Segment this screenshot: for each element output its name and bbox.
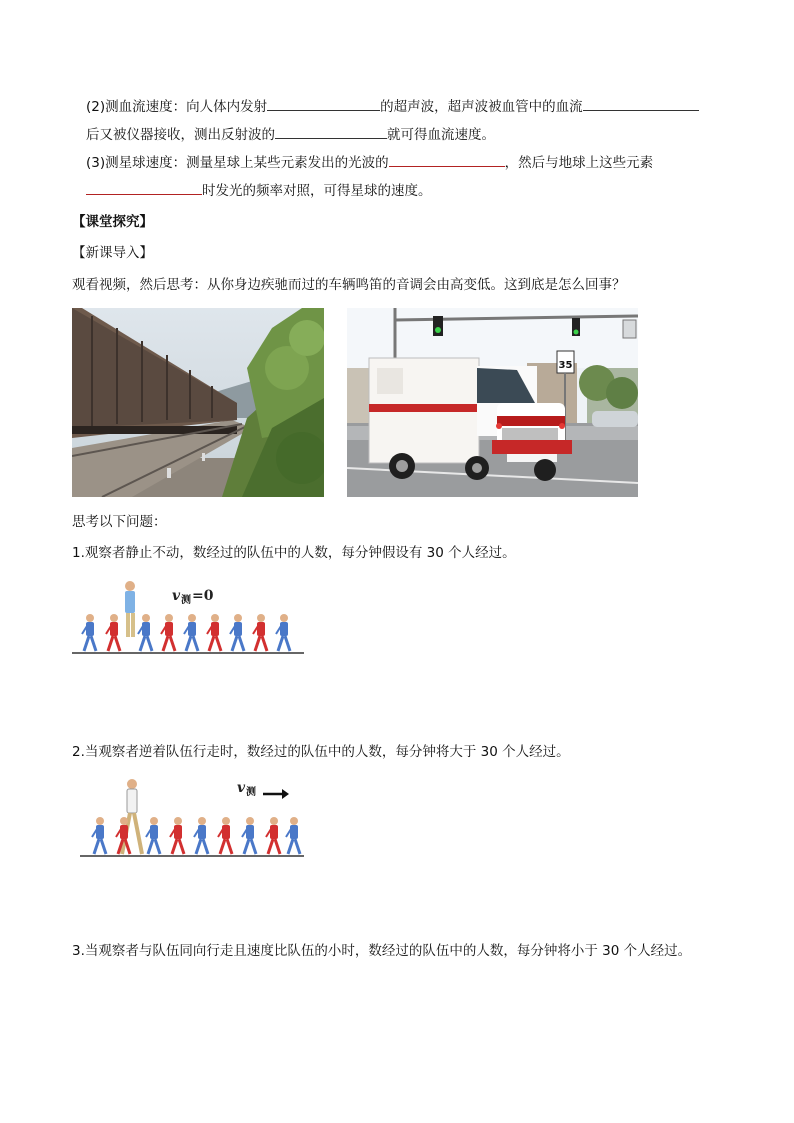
fig1-label-v: v xyxy=(172,588,181,604)
walker-figure xyxy=(170,817,184,854)
item3-text-b: ，然后与地球上这些元素 xyxy=(504,155,654,171)
observer-figure xyxy=(125,581,135,637)
train-photo xyxy=(72,308,324,497)
fig2-label-v: v xyxy=(237,780,246,796)
item2-blank-3[interactable] xyxy=(275,124,387,139)
fig1-label-eq: =0 xyxy=(192,588,214,604)
walker-figure xyxy=(138,614,152,651)
intro-text: 观看视频，然后思考：从你身边疾驰而过的车辆鸣笛的音调会由高变低。这到底是怎么回事？ xyxy=(72,277,626,293)
walker-figure xyxy=(146,817,160,854)
ambulance-photo xyxy=(347,308,638,497)
walker-figure xyxy=(230,614,244,651)
item2-text-a: (2)测血流速度：向人体内发射 xyxy=(86,99,268,115)
item2-line1 xyxy=(86,96,699,116)
figure-walking-observer xyxy=(80,778,304,860)
walker-figure xyxy=(266,817,280,854)
item2-text-b: 的超声波，超声波被血管中的血流 xyxy=(380,99,583,115)
walker-figure xyxy=(253,614,267,651)
question-3: 3.当观察者与队伍同向行走且速度比队伍的小时，数经过的队伍中的人数，每分钟将小于 30 个人经过。 xyxy=(72,943,692,959)
question-2: 2.当观察者逆着队伍行走时，数经过的队伍中的人数，每分钟将大于 30 个人经过。 xyxy=(72,744,570,760)
walker-figure xyxy=(276,614,290,651)
questions-title: 思考以下问题： xyxy=(72,514,167,530)
item3-text-c: 时发光的频率对照，可得星球的速度。 xyxy=(202,183,432,199)
walker-figure xyxy=(106,614,120,651)
item3-blank-1[interactable] xyxy=(389,152,505,167)
section-explore-heading: 【课堂探究】 xyxy=(72,214,153,230)
item2-line2 xyxy=(86,124,495,144)
walker-figure xyxy=(207,614,221,651)
item2-blank-1[interactable] xyxy=(267,96,380,111)
figure-stationary-observer xyxy=(72,578,304,658)
item2-text-d: 就可得血流速度。 xyxy=(387,127,495,143)
speed-sign-text: 35 xyxy=(558,360,573,371)
walker-figure xyxy=(92,817,106,854)
item3-line2 xyxy=(86,180,432,200)
item3-line1 xyxy=(86,152,653,172)
walker-figure xyxy=(242,817,256,854)
walker-figure xyxy=(218,817,232,854)
item2-blank-2[interactable] xyxy=(583,96,699,111)
fig2-label-sub: 测 xyxy=(246,787,256,798)
direction-arrow-head xyxy=(282,789,289,799)
walker-figure xyxy=(286,817,300,854)
walker-figure xyxy=(82,614,96,651)
walker-figure xyxy=(184,614,198,651)
fig1-label-sub: 测 xyxy=(181,595,191,606)
section-intro-heading: 【新课导入】 xyxy=(72,245,153,261)
item2-text-c: 后又被仪器接收，测出反射波的 xyxy=(86,127,275,143)
item3-text-a: (3)测星球速度：测量星球上某些元素发出的光波的 xyxy=(86,155,389,171)
item3-blank-2[interactable] xyxy=(86,180,202,195)
question-1: 1.观察者静止不动，数经过的队伍中的人数，每分钟假设有 30 个人经过。 xyxy=(72,545,516,561)
walker-figure xyxy=(194,817,208,854)
walker-figure xyxy=(161,614,175,651)
